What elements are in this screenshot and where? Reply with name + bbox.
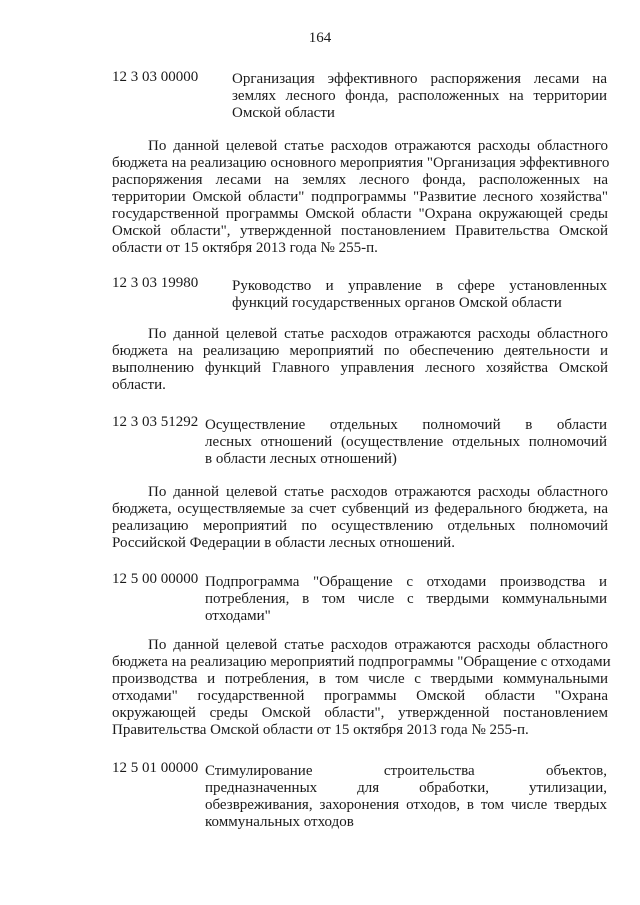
article-title — [232, 278, 607, 312]
paragraph-line: бюджета на реализацию основного мероприятия "Организация эффективного — [112, 155, 610, 171]
title-line: функций государственных органов Омской области — [232, 295, 562, 311]
title-line: Организация эффективного распоряжения лесами на — [232, 71, 607, 87]
paragraph-line: бюджета на реализацию мероприятий подпрограммы "Обращение с отходами — [112, 654, 611, 670]
budget-code: 12 3 03 19980 — [112, 275, 199, 291]
paragraph-line: По данной целевой статье расходов отражаются расходы областного — [148, 138, 608, 154]
paragraph-line: бюджета, осуществляемые за счет субвенций из федерального бюджета, на — [112, 501, 608, 517]
paragraph-line: государственной программы Омской области "Охрана окружающей среды — [112, 206, 608, 222]
title-line: отходами" — [205, 608, 271, 624]
paragraph-line: Правительства Омской области от 15 октября 2013 года № 255-п. — [112, 722, 529, 738]
title-line: Руководство и управление в сфере установленных — [232, 278, 607, 294]
title-line: Осуществление отдельных полномочий в области — [205, 417, 607, 433]
article-description — [112, 637, 611, 739]
article-title — [232, 71, 607, 122]
paragraph-line: Омской области", утвержденной постановлением Правительства Омской — [112, 223, 608, 239]
paragraph-line: По данной целевой статье расходов отражаются расходы областного — [148, 484, 608, 500]
paragraph-line: По данной целевой статье расходов отражаются расходы областного — [148, 326, 608, 342]
article-description — [112, 484, 608, 552]
budget-code: 12 5 00 00000 — [112, 571, 199, 587]
paragraph-line: области. — [112, 377, 166, 393]
paragraph-line: реализацию мероприятий по осуществлению отдельных полномочий — [112, 518, 608, 534]
article-description — [112, 138, 608, 257]
paragraph-line: области от 15 октября 2013 года № 255-п. — [112, 240, 378, 256]
paragraph-line: бюджета на реализацию мероприятий по обеспечению деятельности и — [112, 343, 608, 359]
paragraph-line: распоряжения лесами на землях лесного фонда, расположенных на — [112, 172, 608, 188]
title-line: коммунальных отходов — [205, 814, 354, 830]
article-description — [112, 326, 608, 394]
title-line: Стимулирование строительства объектов, — [205, 763, 607, 779]
paragraph-line: Российской Федерации в области лесных отношений. — [112, 535, 455, 551]
title-line: землях лесного фонда, расположенных на территории — [232, 88, 607, 104]
budget-code: 12 5 01 00000 — [112, 760, 199, 776]
title-line: предназначенных для обработки, утилизации, — [205, 780, 607, 796]
paragraph-line: отходами" государственной программы Омской области "Охрана — [112, 688, 608, 704]
budget-code: 12 3 03 51292 — [112, 414, 199, 430]
paragraph-line: По данной целевой статье расходов отражаются расходы областного — [148, 637, 608, 653]
paragraph-line: территории Омской области" подпрограммы "Развитие лесного хозяйства" — [112, 189, 608, 205]
paragraph-line: производства и потребления, в том числе с твердыми коммунальными — [112, 671, 608, 687]
title-line: Омской области — [232, 105, 335, 121]
title-line: в области лесных отношений) — [205, 451, 397, 467]
budget-code: 12 3 03 00000 — [112, 69, 199, 85]
title-line: потребления, в том числе с твердыми коммунальными — [205, 591, 607, 607]
paragraph-line: выполнению функций Главного управления лесного хозяйства Омской — [112, 360, 608, 376]
page-number: 164 — [308, 30, 332, 46]
article-title — [205, 763, 607, 831]
title-line: Подпрограмма "Обращение с отходами производства и — [205, 574, 607, 590]
paragraph-line: окружающей среды Омской области", утвержденной постановлением — [112, 705, 608, 721]
article-title — [205, 417, 607, 468]
title-line: лесных отношений (осуществление отдельных полномочий — [205, 434, 607, 450]
title-line: обезвреживания, захоронения отходов, в том числе твердых — [205, 797, 607, 813]
article-title — [205, 574, 607, 625]
